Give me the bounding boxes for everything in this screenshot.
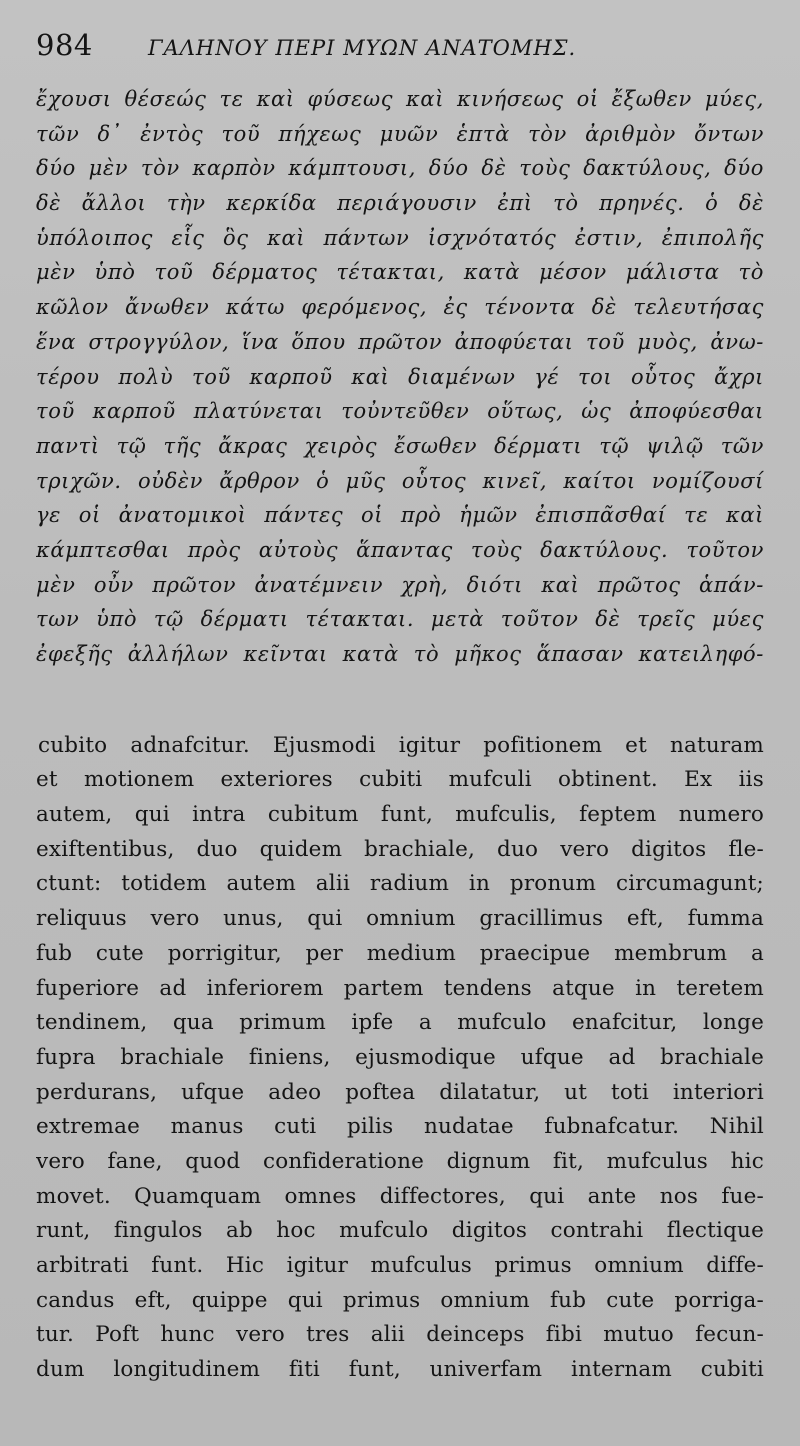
greek-line: τοῦ καρποῦ πλατύνεται τοὐντεῦθεν οὕτως, ὡς ἀποφύεσθαι	[36, 399, 764, 424]
latin-line: cubito adnafcitur. Ejusmodi igitur pofitionem et naturam	[38, 732, 764, 758]
greek-line: ἔχουσι θέσεώς τε καὶ φύσεως καὶ κινήσεως οἱ ἔξωθεν μύες,	[36, 87, 764, 111]
latin-text-block	[36, 729, 764, 1388]
greek-line: ὑπόλοιπος εἷς ὃς καὶ πάντων ἰσχνότατός ἐστιν, ἐπιπολῆς	[36, 225, 764, 250]
latin-line: tendinem, qua primum ipfe a mufculo enafcitur, longe	[36, 1010, 764, 1036]
greek-line: των ὑπὸ τῷ δέρματι τέτακται. μετὰ τοῦτον δὲ τρεῖς μύες	[36, 607, 764, 632]
latin-line: exiftentibus, duo quidem brachiale, duo vero digitos fle-	[36, 836, 764, 862]
latin-line: fuperiore ad inferiorem partem tendens atque in teretem	[36, 975, 764, 1001]
greek-line: μὲν ὑπὸ τοῦ δέρματος τέτακται, κατὰ μέσον μάλιστα τὸ	[36, 260, 764, 285]
latin-line: et motionem exteriores cubiti mufculi obtinent. Ex iis	[36, 767, 764, 793]
greek-line: κῶλον ἄνωθεν κάτω φερόμενος, ἐς τένοντα δὲ τελευτήσας	[36, 295, 764, 320]
latin-line: fupra brachiale finiens, ejusmodique ufque ad brachiale	[36, 1044, 764, 1070]
latin-line: tur. Poft hunc vero tres alii deinceps fibi mutuo fecun-	[36, 1322, 764, 1348]
latin-line: candus eft, quippe qui primus omnium fub cute porriga-	[36, 1287, 764, 1313]
greek-line: μὲν οὖν πρῶτον ἀνατέμνειν χρὴ, διότι καὶ πρῶτος ἁπάν-	[36, 572, 764, 597]
latin-line: vero fane, quod confideratione dignum fit, mufculus hic	[36, 1148, 764, 1174]
greek-line: κάμπτεσθαι πρὸς αὐτοὺς ἅπαντας τοὺς δακτύλους. τοῦτον	[36, 537, 764, 562]
latin-line: autem, qui intra cubitum funt, mufculis, feptem numero	[36, 802, 764, 828]
page-number: 984	[36, 28, 93, 62]
latin-line: fub cute porrigitur, per medium praecipue membrum a	[36, 940, 764, 966]
greek-line: τέρου πολὺ τοῦ καρποῦ καὶ διαμένων γέ τοι οὗτος ἄχρι	[36, 364, 764, 389]
greek-line: δὲ ἄλλοι τὴν κερκίδα περιάγουσιν ἐπὶ τὸ πρηνές. ὁ δὲ	[36, 191, 764, 216]
latin-line: movet. Quamquam omnes diffectores, qui ante nos fue-	[36, 1183, 764, 1209]
greek-line: γε οἱ ἀνατομικοὶ πάντες οἱ πρὸ ἡμῶν ἐπισπᾶσθαί τε καὶ	[36, 503, 764, 528]
greek-line: τῶν δ᾿ ἐντὸς τοῦ πήχεως μυῶν ἑπτὰ τὸν ἀριθμὸν ὄντων	[36, 121, 764, 146]
latin-line: extremae manus cuti pilis nudatae fubnafcatur. Nihil	[36, 1114, 764, 1140]
latin-line: dum longitudinem fiti funt, univerfam internam cubiti	[36, 1357, 764, 1383]
latin-line: runt, fingulos ab hoc mufculo digitos contrahi flectique	[36, 1218, 764, 1244]
greek-line: δύο μὲν τὸν καρπὸν κάμπτουσι, δύο δὲ τοὺς δακτύλους, δύο	[36, 156, 764, 181]
latin-line: reliquus vero unus, qui omnium gracillimus eft, fumma	[36, 906, 764, 932]
latin-line: arbitrati funt. Hic igitur mufculus primus omnium diffe-	[36, 1253, 764, 1278]
running-title: ΓΑΛΗΝΟΥ ΠΕΡΙ ΜΥΩΝ ΑΝΑΤΟΜΗΣ.	[148, 36, 577, 60]
greek-line: παντὶ τῷ τῆς ἄκρας χειρὸς ἔσωθεν δέρματι τῷ ψιλῷ τῶν	[36, 433, 764, 458]
greek-line: ἕνα στρογγύλον, ἵνα ὅπου πρῶτον ἀποφύεται τοῦ μυὸς, ἀνω-	[36, 329, 764, 354]
page-header	[36, 28, 764, 76]
greek-line: ἐφεξῆς ἀλλήλων κεῖνται κατὰ τὸ μῆκος ἅπασαν κατειληφό-	[36, 642, 764, 666]
latin-line: ctunt: totidem autem alii radium in pronum circumagunt;	[36, 871, 764, 897]
latin-line: perdurans, ufque adeo poftea dilatatur, ut toti interiori	[36, 1079, 764, 1105]
greek-line: τριχῶν. οὐδὲν ἄρθρον ὁ μῦς οὗτος κινεῖ, καίτοι νομίζουσί	[36, 468, 764, 493]
greek-text-block	[36, 82, 764, 672]
